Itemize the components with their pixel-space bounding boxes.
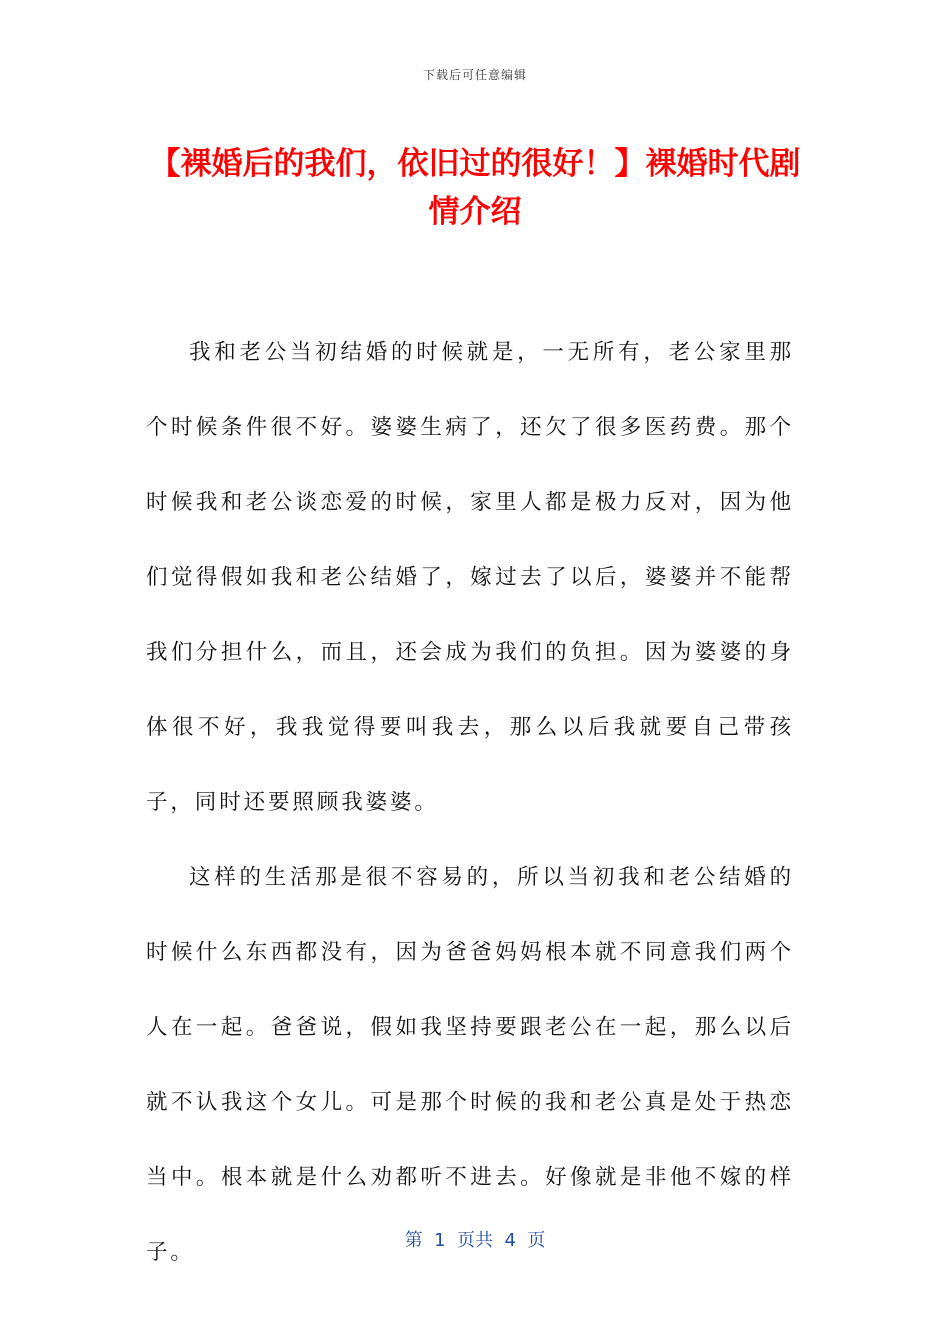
paragraph: 我和老公当初结婚的时候就是，一无所有，老公家里那个时候条件很不好。婆婆生病了，还欠了很多医药费。那个时候我和老公谈恋爱的时候，家里人都是极力反对，因为他们觉得假如我和老公结婚了，嫁过去了以后，婆婆并不能帮我们分担什么，而且，还会成为我们的负担。因为婆婆的身体很不好，我我觉得要叫我去，那么以后我就要自己带孩子，同时还要照顾我婆婆。 xyxy=(146,340,794,815)
document-body xyxy=(146,315,794,1290)
header-note: 下载后可任意编辑 xyxy=(422,68,527,82)
document-title: 【裸婚后的我们，依旧过的很好！】裸婚时代剧情介绍 xyxy=(149,146,801,230)
page-number-footer: 第 1 页共 4 页 xyxy=(404,1230,546,1251)
paragraph: 这样的生活那是很不容易的，所以当初我和老公结婚的时候什么东西都没有，因为爸爸妈妈根本就不同意我们两个人在一起。爸爸说，假如我坚持要跟老公在一起，那么以后就不认我这个女儿。可是那个时候的我和老公真是处于热恋当中。根本就是什么劝都听不进去。好像就是非他不嫁的样子。 xyxy=(146,865,794,1265)
